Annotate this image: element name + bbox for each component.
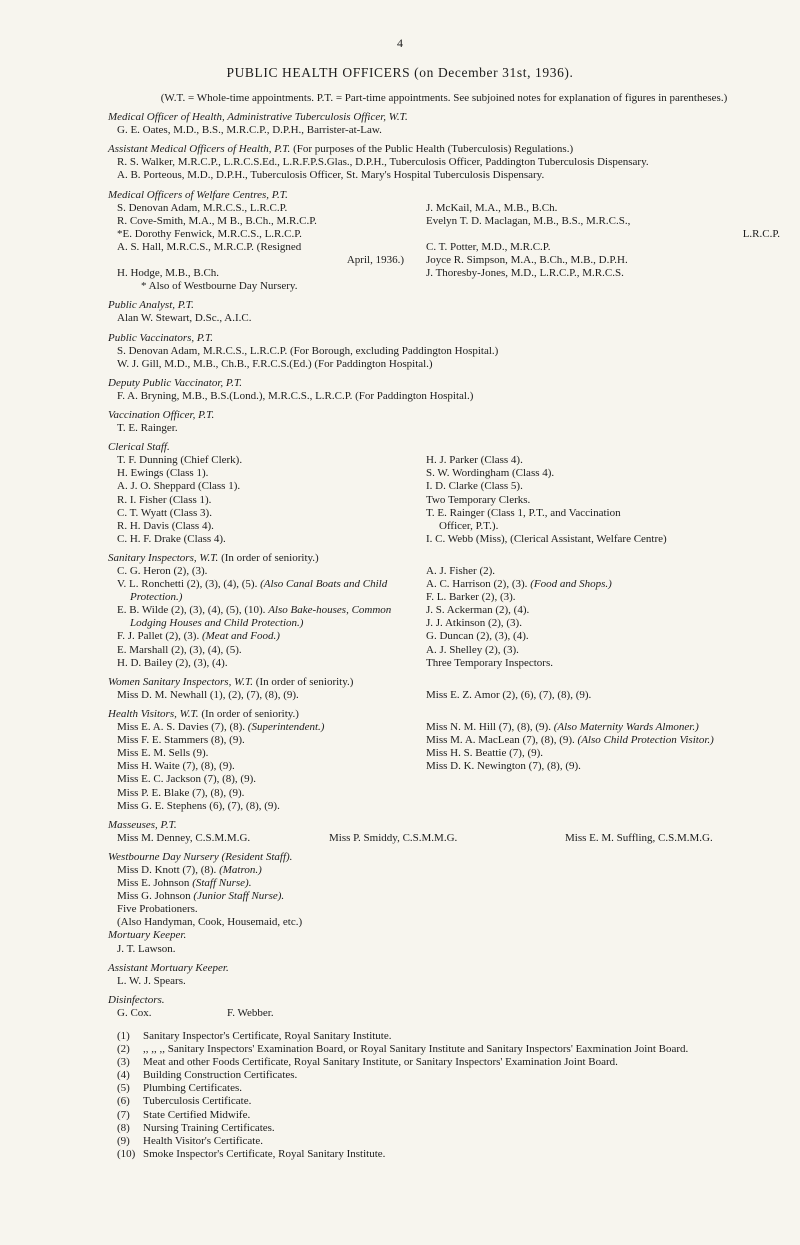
list-item-text: F. L. Barker (2), (3). <box>426 591 516 604</box>
list-item-text: J. J. Atkinson (2), (3). <box>426 617 522 630</box>
note-number: (9) <box>117 1134 130 1147</box>
note-text: ,, ,, ,, Sanitary Inspectors' Examination Board, or Royal Sanitary Institute and Sanitary Inspectors' Eaxmination Joint Board. <box>143 1043 689 1056</box>
section-heading: Vaccination Officer, P.T. <box>108 408 215 421</box>
list-item <box>426 604 780 617</box>
section-public-vaccinators <box>108 332 780 371</box>
list-item-text: A. C. Harrison (2), (3). <box>426 578 528 591</box>
note-number: (8) <box>117 1121 130 1134</box>
list-item: S. W. Wordingham (Class 4). <box>426 467 555 480</box>
list-item: H. Ewings (Class 1). <box>117 467 209 480</box>
list-item-note: (Also Canal Boats and Child Protection.) <box>130 578 388 604</box>
list-item: H. Hodge, M.B., B.Ch. <box>117 267 220 280</box>
list-item <box>108 877 780 890</box>
list-item: C. H. F. Drake (Class 4). <box>117 532 226 545</box>
heading-note: (In order of seniority.) <box>201 707 299 720</box>
right-column <box>426 454 780 546</box>
left-column: Miss D. M. Newhall (1), (2), (7), (8), (9). <box>117 688 299 701</box>
list-item <box>117 644 426 657</box>
section-heading: Deputy Public Vaccinator, P.T. <box>108 376 243 389</box>
list-item-note: (Matron.) <box>219 863 262 876</box>
section-women-sanitary-inspectors <box>108 676 780 702</box>
two-column-list <box>108 202 780 294</box>
note-text: Meat and other Foods Certificate, Royal Sanitary Institute, or Sanitary Inspectors' Examination Joint Board. <box>143 1056 618 1069</box>
list-item <box>117 565 426 578</box>
list-item: Miss M. Denney, C.S.M.M.G. <box>117 831 251 844</box>
note-text: Tuberculosis Certificate. <box>143 1095 252 1108</box>
list-item: R. H. Davis (Class 4). <box>117 519 214 532</box>
list-item <box>117 721 426 734</box>
section-heading: Clerical Staff. <box>108 441 170 454</box>
note-text: Nursing Training Certificates. <box>143 1121 275 1134</box>
two-column-list <box>108 565 780 670</box>
footnote: * Also of Westbourne Day Nursery. <box>141 280 298 293</box>
list-item <box>426 591 780 604</box>
section-heading-row <box>108 552 780 565</box>
section-public-analyst <box>108 299 780 325</box>
list-item: T. F. Dunning (Chief Clerk). <box>117 454 243 467</box>
right-column <box>426 202 780 294</box>
three-column-list <box>108 832 780 845</box>
list-item: Miss P. E. Blake (7), (8), (9). <box>117 786 245 799</box>
section-sanitary-inspectors <box>108 552 780 670</box>
list-item <box>426 565 780 578</box>
list-item <box>108 890 780 903</box>
two-column-list <box>108 721 780 813</box>
list-item: Miss E. M. Sells (9). <box>117 747 209 760</box>
section-heading-row <box>108 708 780 721</box>
list-item: *E. Dorothy Fenwick, M.R.C.S., L.R.C.P. <box>117 227 302 240</box>
right-column: Miss E. Z. Amor (2), (6), (7), (8), (9). <box>426 688 592 701</box>
list-item: R. I. Fisher (Class 1). <box>117 493 212 506</box>
note-number: (4) <box>117 1069 130 1082</box>
section-heading: Medical Officers of Welfare Centres, P.T. <box>108 188 288 201</box>
explanatory-notes <box>108 1030 780 1161</box>
entry-line: L. W. J. Spears. <box>117 974 186 987</box>
section-heading: Westbourne Day Nursery (Resident Staff). <box>108 850 293 863</box>
list-item <box>117 578 426 604</box>
section-westbourne-nursery <box>108 851 780 930</box>
list-item: I. C. Webb (Miss), (Clerical Assistant, Welfare Centre) <box>426 532 667 545</box>
list-item: Two Temporary Clerks. <box>426 493 531 506</box>
list-item-text: Miss N. M. Hill (7), (8), (9). <box>426 721 551 734</box>
section-masseuses <box>108 819 780 845</box>
entry-line: T. E. Rainger. <box>117 422 178 435</box>
list-item <box>426 617 780 630</box>
list-item: Joyce R. Simpson, M.A., B.Ch., M.B., D.P.H. <box>426 254 628 267</box>
list-item-continuation: L.R.C.P. <box>742 227 780 240</box>
list-item <box>426 734 780 747</box>
list-item: J. McKail, M.A., M.B., B.Ch. <box>426 201 558 214</box>
list-item-text: V. L. Ronchetti (2), (3), (4), (5). <box>117 578 258 591</box>
document-body <box>108 92 780 1161</box>
list-item: A. J. O. Sheppard (Class 1). <box>117 480 241 493</box>
list-item-text: C. G. Heron (2), (3). <box>117 565 208 577</box>
section-heading: Public Vaccinators, P.T. <box>108 331 214 344</box>
list-item-text: Miss G. Johnson <box>117 890 191 903</box>
name-list <box>108 1007 780 1020</box>
note-item <box>117 1082 780 1095</box>
list-item-text: Miss M. A. MacLean (7), (8), (9). <box>426 734 575 747</box>
note-item <box>117 1122 780 1135</box>
list-item-note: (Meat and Food.) <box>201 630 280 643</box>
list-item-note: (Also Maternity Wards Almoner.) <box>553 721 699 734</box>
entry-line: Alan W. Stewart, D.Sc., A.I.C. <box>117 312 252 325</box>
entry-line: J. T. Lawson. <box>117 942 176 955</box>
list-item-text: E. Marshall (2), (3), (4), (5). <box>117 643 242 656</box>
entry-line: S. Denovan Adam, M.R.C.S., L.R.C.P. (For Borough, excluding Paddington Hospital.) <box>117 344 499 357</box>
note-number: (3) <box>117 1056 130 1069</box>
list-item-text: J. S. Ackerman (2), (4). <box>426 604 530 617</box>
list-item <box>426 657 780 670</box>
two-column-list <box>108 454 780 546</box>
list-item-continuation: Officer, P.T.). <box>439 519 499 532</box>
note-number: (5) <box>117 1082 130 1095</box>
note-item <box>117 1030 780 1043</box>
note-number: (6) <box>117 1095 130 1108</box>
note-item <box>117 1056 780 1069</box>
note-item <box>117 1069 780 1082</box>
section-assistant-mortuary-keeper <box>108 962 780 988</box>
list-item <box>426 630 780 643</box>
list-item: T. E. Rainger (Class 1, P.T., and Vaccination <box>426 506 621 519</box>
note-item <box>117 1148 780 1161</box>
list-item-text: A. J. Fisher (2). <box>426 565 496 577</box>
section-deputy-vaccinator <box>108 377 780 403</box>
list-item <box>426 721 780 734</box>
heading-note: (In order of seniority.) <box>221 551 319 564</box>
entry-line: W. J. Gill, M.D., M.B., Ch.B., F.R.C.S.(Ed.) (For Paddington Hospital.) <box>117 357 433 370</box>
list-item: Evelyn T. D. Maclagan, M.B., B.S., M.R.C.S., <box>426 214 631 227</box>
list-item <box>426 644 780 657</box>
section-heading: Health Visitors, W.T. <box>108 707 199 720</box>
list-item-text: G. Duncan (2), (3), (4). <box>426 630 529 643</box>
section-heading: Sanitary Inspectors, W.T. <box>108 551 219 564</box>
list-item-text: H. D. Bailey (2), (3), (4). <box>117 656 228 669</box>
list-item-text: A. J. Shelley (2), (3). <box>426 643 519 656</box>
note-item <box>117 1135 780 1148</box>
list-item: (Also Handyman, Cook, Housemaid, etc.) <box>117 916 303 929</box>
entry-line: G. E. Oates, M.D., B.S., M.R.C.P., D.P.H., Barrister-at-Law. <box>117 124 382 137</box>
heading-note: (In order of seniority.) <box>255 675 354 688</box>
list-item: A. S. Hall, M.R.C.S., M.R.C.P. (Resigned <box>117 240 302 253</box>
section-heading: Women Sanitary Inspectors, W.T. <box>108 675 254 688</box>
entry-line: R. S. Walker, M.R.C.P., L.R.C.S.Ed., L.R.F.P.S.Glas., D.P.H., Tuberculosis Officer, Paddington Tuberculosis Dispensary. <box>117 156 649 169</box>
list-item: R. Cove-Smith, M.A., M B., B.Ch., M.R.C.P. <box>117 214 317 227</box>
note-item <box>117 1043 780 1056</box>
left-column <box>108 202 426 294</box>
section-vaccination-officer <box>108 409 780 435</box>
note-text: Sanitary Inspector's Certificate, Royal Sanitary Institute. <box>143 1030 392 1042</box>
section-assistant-moh <box>108 143 780 182</box>
section-heading: Medical Officer of Health, Administrative Tuberculosis Officer, W.T. <box>108 111 408 124</box>
list-item-note: (Also Child Protection Visitor.) <box>577 734 714 747</box>
right-column <box>426 565 780 670</box>
section-heading: Assistant Mortuary Keeper. <box>108 961 229 974</box>
note-text: Plumbing Certificates. <box>143 1082 242 1095</box>
right-column <box>426 721 780 813</box>
list-item-text: Miss D. Knott (7), (8). <box>117 863 217 876</box>
entry-line: F. A. Bryning, M.B., B.S.(Lond.), M.R.C.S., L.R.C.P. (For Paddington Hospital.) <box>117 389 474 402</box>
list-item: J. Thoresby-Jones, M.D., L.R.C.P., M.R.C.S. <box>426 267 624 280</box>
intro-note: (W.T. = Whole-time appointments. P.T. = Part-time appointments. See subjoined notes for explanation of figures in parentheses.) <box>160 92 728 104</box>
list-item: Miss G. E. Stephens (6), (7), (8), (9). <box>117 799 280 812</box>
heading-note: (For purposes of the Public Health (Tuberculosis) Regulations.) <box>293 143 574 156</box>
list-item: Miss F. E. Stammers (8), (9). <box>117 734 245 747</box>
list-item-note: (Junior Staff Nurse). <box>193 890 285 903</box>
list-item: Five Probationers. <box>117 903 198 916</box>
list-item-note: Also Bake-houses, Common Lodging Houses and Child Protection.) <box>130 604 392 630</box>
list-item <box>117 657 426 670</box>
list-item-note: (Superintendent.) <box>247 721 325 734</box>
list-item: G. Cox. <box>117 1006 152 1019</box>
list-item: Miss H. Waite (7), (8), (9). <box>117 760 235 773</box>
list-item-text: E. B. Wilde (2), (3), (4), (5), (10). <box>117 604 266 617</box>
list-item: C. T. Wyatt (Class 3). <box>117 506 212 519</box>
list-item-text: Three Temporary Inspectors. <box>426 656 554 669</box>
two-column-list <box>108 689 780 702</box>
section-heading: Masseuses, P.T. <box>108 818 177 831</box>
section-heading: Assistant Medical Officers of Health, P.T. <box>108 143 291 156</box>
section-heading: Disinfectors. <box>108 993 165 1006</box>
note-number: (1) <box>117 1030 130 1042</box>
note-text: Smoke Inspector's Certificate, Royal Sanitary Institute. <box>143 1147 386 1160</box>
section-welfare-centres <box>108 189 780 294</box>
list-item-text: Miss E. Johnson <box>117 877 190 890</box>
section-mortuary-keeper <box>108 929 780 955</box>
note-text: Building Construction Certificates. <box>143 1069 298 1082</box>
list-item: Miss E. M. Suffling, C.S.M.M.G. <box>565 831 713 844</box>
list-item <box>117 630 426 643</box>
section-heading-row <box>108 143 780 156</box>
list-item-text: F. J. Pallet (2), (3). <box>117 630 200 643</box>
list-item-note: (Staff Nurse). <box>192 877 252 890</box>
note-number: (2) <box>117 1043 130 1056</box>
section-moh <box>108 111 780 137</box>
section-clerical-staff <box>108 441 780 546</box>
list-item: F. Webber. <box>227 1006 274 1019</box>
section-heading: Public Analyst, P.T. <box>108 299 194 312</box>
list-item: I. D. Clarke (Class 5). <box>426 480 523 493</box>
note-item <box>117 1095 780 1108</box>
note-text: Health Visitor's Certificate. <box>143 1134 263 1147</box>
section-heading-row <box>108 676 780 689</box>
note-number: (10) <box>117 1147 136 1160</box>
page-number: 4 <box>397 36 403 50</box>
list-item: Miss E. C. Jackson (7), (8), (9). <box>117 773 257 786</box>
list-item: Miss D. K. Newington (7), (8), (9). <box>426 760 581 773</box>
left-column <box>108 721 426 813</box>
section-disinfectors <box>108 994 780 1020</box>
note-text: State Certified Midwife. <box>143 1108 251 1121</box>
left-column <box>108 565 426 670</box>
list-item <box>108 864 780 877</box>
list-item-continuation: April, 1936.) <box>346 254 404 267</box>
list-item <box>117 604 426 630</box>
list-item: C. T. Potter, M.D., M.R.C.P. <box>426 240 551 253</box>
left-column <box>108 454 426 546</box>
section-health-visitors <box>108 708 780 813</box>
list-item: Miss H. S. Beattie (7), (9). <box>426 747 544 760</box>
list-item-note: (Food and Shops.) <box>530 578 612 591</box>
note-number: (7) <box>117 1108 130 1121</box>
list-item <box>426 578 780 591</box>
list-item: Miss P. Smiddy, C.S.M.M.G. <box>329 831 458 844</box>
section-heading: Mortuary Keeper. <box>108 929 187 942</box>
list-item: S. Denovan Adam, M.R.C.S., L.R.C.P. <box>117 201 288 214</box>
list-item-text: Miss E. A. S. Davies (7), (8). <box>117 721 246 734</box>
entry-line: A. B. Porteous, M.D., D.P.H., Tuberculosis Officer, St. Mary's Hospital Tuberculosis Dispensary. <box>117 169 545 182</box>
page-title: PUBLIC HEALTH OFFICERS (on December 31st, 1936). <box>226 65 574 80</box>
note-item <box>117 1109 780 1122</box>
list-item: H. J. Parker (Class 4). <box>426 454 523 467</box>
